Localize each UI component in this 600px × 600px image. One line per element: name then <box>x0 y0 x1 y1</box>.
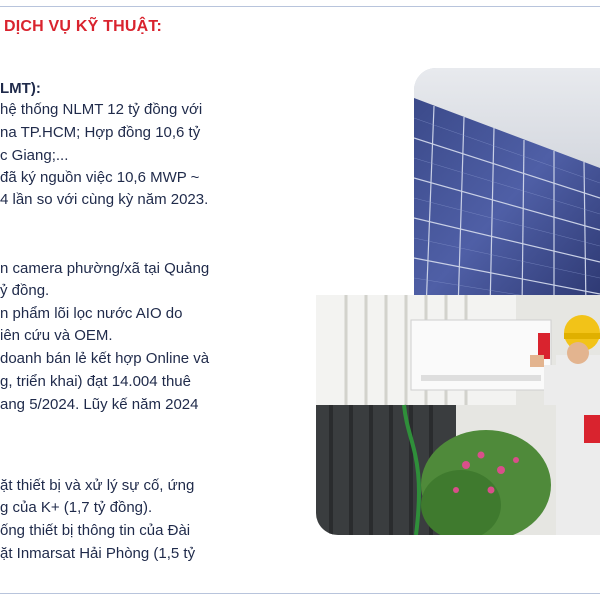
bottom-divider <box>0 593 600 594</box>
text-line: n phẩm lõi lọc nước AIO do <box>0 305 183 322</box>
text-line: ang 5/2024. Lũy kế năm 2024 <box>0 396 199 413</box>
text-line: ống thiết bị thông tin của Đài <box>0 522 191 539</box>
text-line: g, triển khai) đạt 14.004 thuê <box>0 373 191 390</box>
text-line: n camera phường/xã tại Quảng <box>0 260 210 277</box>
text-line: hệ thống NLMT 12 tỷ đồng với <box>0 101 203 118</box>
text-line: ặt Inmarsat Hải Phòng (1,5 tỷ <box>0 545 196 562</box>
technician-photo <box>316 295 600 535</box>
text-line: ặt thiết bị và xử lý sự cố, ứng <box>0 477 195 494</box>
section-title: DỊCH VỤ KỸ THUẬT: <box>4 18 163 35</box>
solar-panel-illustration <box>414 68 600 310</box>
text-line: doanh bán lẻ kết hợp Online và <box>0 350 210 367</box>
text-line: 4 lần so với cùng kỳ năm 2023. <box>0 191 209 208</box>
text-line: đã ký nguồn việc 10,6 MWP ~ <box>0 169 200 186</box>
technician-illustration <box>316 295 600 535</box>
text-line: iên cứu và OEM. <box>0 327 113 344</box>
text-line: ỷ đồng. <box>0 282 50 299</box>
text-line: g của K+ (1,7 tỷ đồng). <box>0 499 153 516</box>
solar-panel-photo <box>414 68 600 310</box>
text-line: c Giang;... <box>0 147 69 164</box>
text-line: LMT): <box>0 80 41 97</box>
text-line: na TP.HCM; Hợp đồng 10,6 tỷ <box>0 124 201 141</box>
body-text <box>0 0 255 600</box>
